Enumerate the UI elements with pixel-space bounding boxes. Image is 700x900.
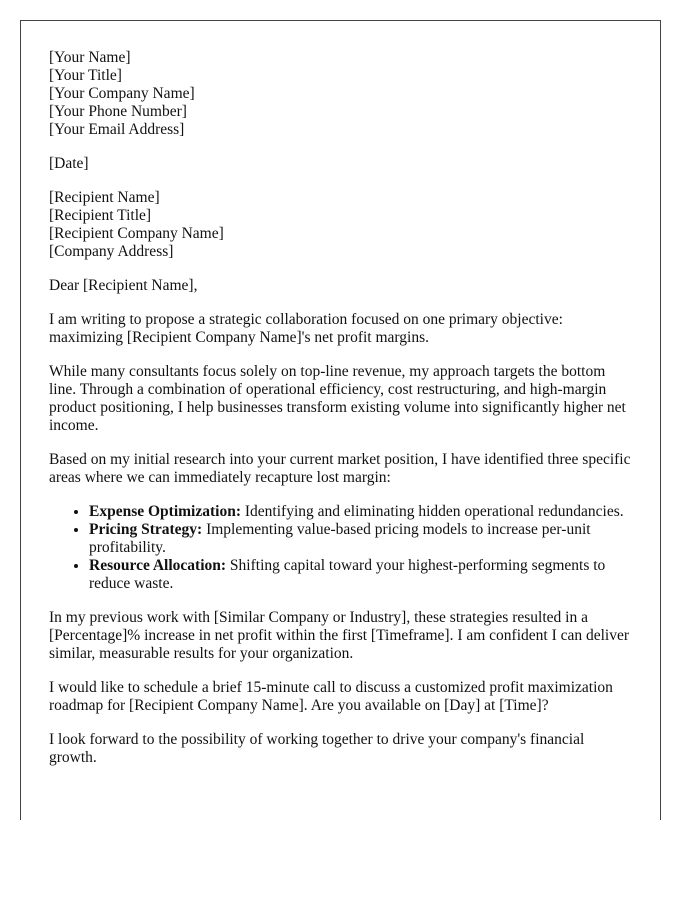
paragraph-intro: I am writing to propose a strategic collaboration focused on one primary objective: maximizing [Recipient Company Name]'s net profit margins. bbox=[49, 311, 563, 346]
date-block bbox=[49, 155, 634, 173]
paragraph-call-request: I would like to schedule a brief 15-minute call to discuss a customized profit maximization roadmap for [Recipient Company Name]. Are you available on [Day] at [Time]? bbox=[49, 679, 613, 714]
sender-email: [Your Email Address] bbox=[49, 121, 185, 138]
bullet-title: Resource Allocation: bbox=[89, 557, 227, 574]
sender-block bbox=[49, 49, 634, 139]
sender-phone: [Your Phone Number] bbox=[49, 103, 187, 120]
bullet-text: Identifying and eliminating hidden operational redundancies. bbox=[241, 503, 624, 520]
letter-content bbox=[49, 49, 634, 783]
bullet-title: Expense Optimization: bbox=[89, 503, 241, 520]
recipient-address: [Company Address] bbox=[49, 243, 174, 260]
sender-name: [Your Name] bbox=[49, 49, 131, 66]
list-item bbox=[89, 557, 634, 593]
paragraph-closing: I look forward to the possibility of working together to drive your company's financial growth. bbox=[49, 731, 585, 766]
paragraph-results: In my previous work with [Similar Company or Industry], these strategies resulted in a [Percentage]% increase in net profit within the first [Timeframe]. I am confident I can deliver similar, measurable results for your organization. bbox=[49, 609, 630, 662]
letter-page bbox=[20, 20, 661, 820]
recipient-title: [Recipient Title] bbox=[49, 207, 152, 224]
bullet-title: Pricing Strategy: bbox=[89, 521, 203, 538]
bullet-text: Shifting capital toward your highest-performing segments to reduce waste. bbox=[89, 557, 606, 592]
margin-areas-list bbox=[49, 503, 634, 593]
recipient-company: [Recipient Company Name] bbox=[49, 225, 224, 242]
paragraph-research: Based on my initial research into your current market position, I have identified three specific areas where we can immediately recapture lost margin: bbox=[49, 451, 631, 486]
paragraph-approach: While many consultants focus solely on top-line revenue, my approach targets the bottom line. Through a combination of operational efficiency, cost restructuring, and high-margin product positioning, I help businesses transform existing volume into significantly higher net income. bbox=[49, 363, 626, 434]
recipient-block bbox=[49, 189, 634, 261]
list-item bbox=[89, 503, 634, 521]
bullet-text: Implementing value-based pricing models to increase per-unit profitability. bbox=[89, 521, 591, 556]
list-item bbox=[89, 521, 634, 557]
sender-company: [Your Company Name] bbox=[49, 85, 195, 102]
recipient-name: [Recipient Name] bbox=[49, 189, 160, 206]
letter-date: [Date] bbox=[49, 155, 89, 172]
salutation: Dear [Recipient Name], bbox=[49, 277, 198, 294]
sender-title: [Your Title] bbox=[49, 67, 122, 84]
